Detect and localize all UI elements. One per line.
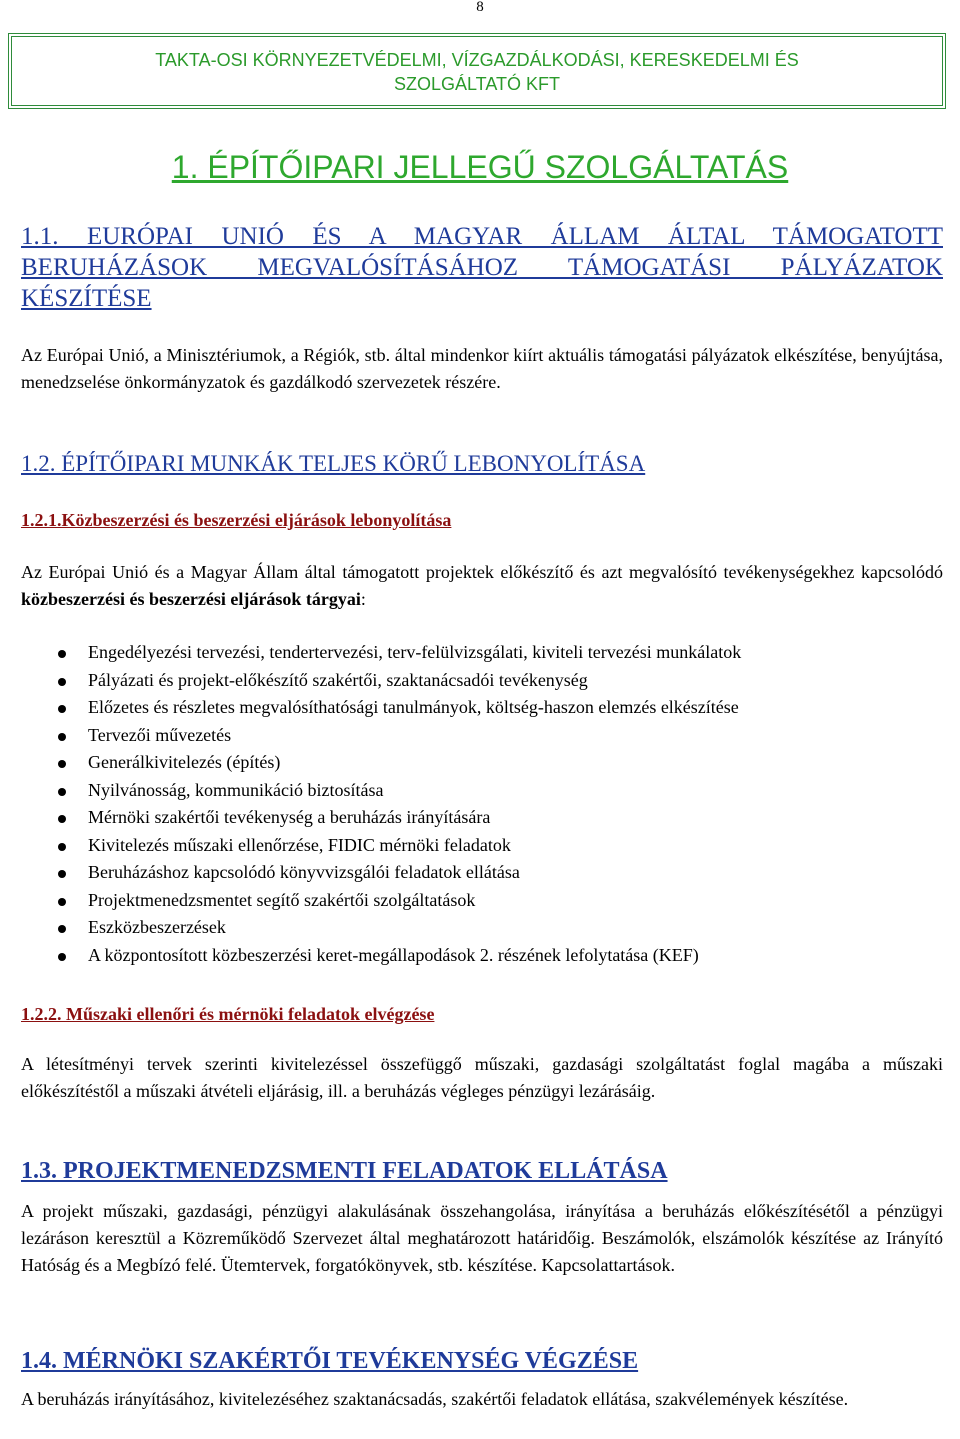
section-1-2-2-heading: [21, 1001, 434, 1028]
main-title-text: 1. ÉPÍTŐIPARI JELLEGŰ SZOLGÁLTATÁS: [171, 149, 789, 185]
main-title: [0, 147, 960, 187]
list-item: Projektmenedzsmentet segítő szakértői szolgáltatások: [58, 887, 741, 915]
section-1-2-1-intro: [21, 559, 943, 613]
list-item: Generálkivitelezés (építés): [58, 749, 741, 777]
section-1-1-paragraph: Az Európai Unió, a Minisztériumok, a Régiók, stb. által mindenkor kiírt aktuális támogatási pályázatok elkészítése, benyújtása, menedzselése önkormányzatok és gazdálkodó szervezetek részére.: [21, 345, 943, 392]
list-item: Tervezői művezetés: [58, 722, 741, 750]
list-item: A központosított közbeszerzési keret-megállapodások 2. részének lefolytatása (KEF): [58, 942, 741, 970]
section-1-3-paragraph: A projekt műszaki, gazdasági, pénzügyi alakulásának összehangolása, irányítása a beruházás előkészítésétől a pénzügyi lezáráson keresztül a Közreműködő Szervezet által meghatározott határidőig. Beszámolók, elszámolók készítése az Irányító Hatóság és a Megbízó felé. Ütemtervek, forgatókönyvek, stb. készítése. Kapcsolattartások.: [21, 1201, 943, 1275]
list-item: Nyilvánosság, kommunikáció biztosítása: [58, 777, 741, 805]
section-1-2-2-heading-text: 1.2.2. Műszaki ellenőri és mérnöki feladatok elvégzése: [21, 1004, 435, 1024]
section-1-2-1-heading: [21, 507, 451, 534]
section-1-2-2-paragraph: A létesítményi tervek szerinti kivitelezéssel összefüggő műszaki, gazdasági szolgáltatást foglal magába a műszaki előkészítéstől a műszaki átvételi eljárásig, ill. a beruházás végleges pénzügyi lezárásáig.: [21, 1054, 943, 1101]
intro-text-start: Az Európai Unió és a Magyar Állam által támogatott projektek előkészítő és azt megvalósító tevékenységekhez kapcsolódó: [21, 562, 943, 582]
list-item: Beruházáshoz kapcsolódó könyvvizsgálói feladatok ellátása: [58, 859, 741, 887]
list-item: Pályázati és projekt-előkészítő szakértői, szaktanácsadói tevékenység: [58, 667, 741, 695]
section-1-1-heading: 1.1. EURÓPAI UNIÓ ÉS A MAGYAR ÁLLAM ÁLTAL TÁMOGATOTT BERUHÁZÁSOK MEGVALÓSÍTÁSÁHOZ TÁMOGATÁSI PÁLYÁZATOK KÉSZÍTÉSE: [21, 223, 943, 312]
section-1-2-1-heading-text: 1.2.1.Közbeszerzési és beszerzési eljárások lebonyolítása: [21, 510, 452, 530]
company-name-line-1: TAKTA-OSI KÖRNYEZETVÉDELMI, VÍZGAZDÁLKODÁSI, KERESKEDELMI ÉS: [155, 50, 799, 70]
list-item: Mérnöki szakértői tevékenység a beruházás irányítására: [58, 804, 741, 832]
section-1-4-paragraph: A beruházás irányításához, kivitelezéséhez szaktanácsadás, szakértői feladatok ellátása, szakvélemények készítése.: [21, 1389, 849, 1409]
company-name-line-2: SZOLGÁLTATÓ KFT: [393, 74, 561, 94]
company-header-box: [8, 33, 946, 109]
procurement-subjects-list: [58, 639, 741, 969]
intro-text-bold: közbeszerzési és beszerzési eljárások tárgyai: [21, 589, 361, 609]
list-item: Kivitelezés műszaki ellenőrzése, FIDIC mérnöki feladatok: [58, 832, 741, 860]
section-1-3-heading: 1.3. PROJEKTMENEDZSMENTI FELADATOK ELLÁTÁSA: [21, 1158, 668, 1184]
list-item: Előzetes és részletes megvalósíthatósági tanulmányok, költség-haszon elemzés elkészítése: [58, 694, 741, 722]
section-1-2-heading: 1.2. ÉPÍTŐIPARI MUNKÁK TELJES KÖRŰ LEBONYOLÍTÁSA: [21, 451, 646, 476]
list-item: Engedélyezési tervezési, tendertervezési, terv-felülvizsgálati, kiviteli tervezési munkálatok: [58, 639, 741, 667]
intro-text-end: :: [360, 589, 366, 609]
section-1-4-heading: 1.4. MÉRNÖKI SZAKÉRTŐI TEVÉKENYSÉG VÉGZÉSE: [21, 1348, 639, 1374]
list-item: Eszközbeszerzések: [58, 914, 741, 942]
page-number: 8: [476, 0, 484, 15]
